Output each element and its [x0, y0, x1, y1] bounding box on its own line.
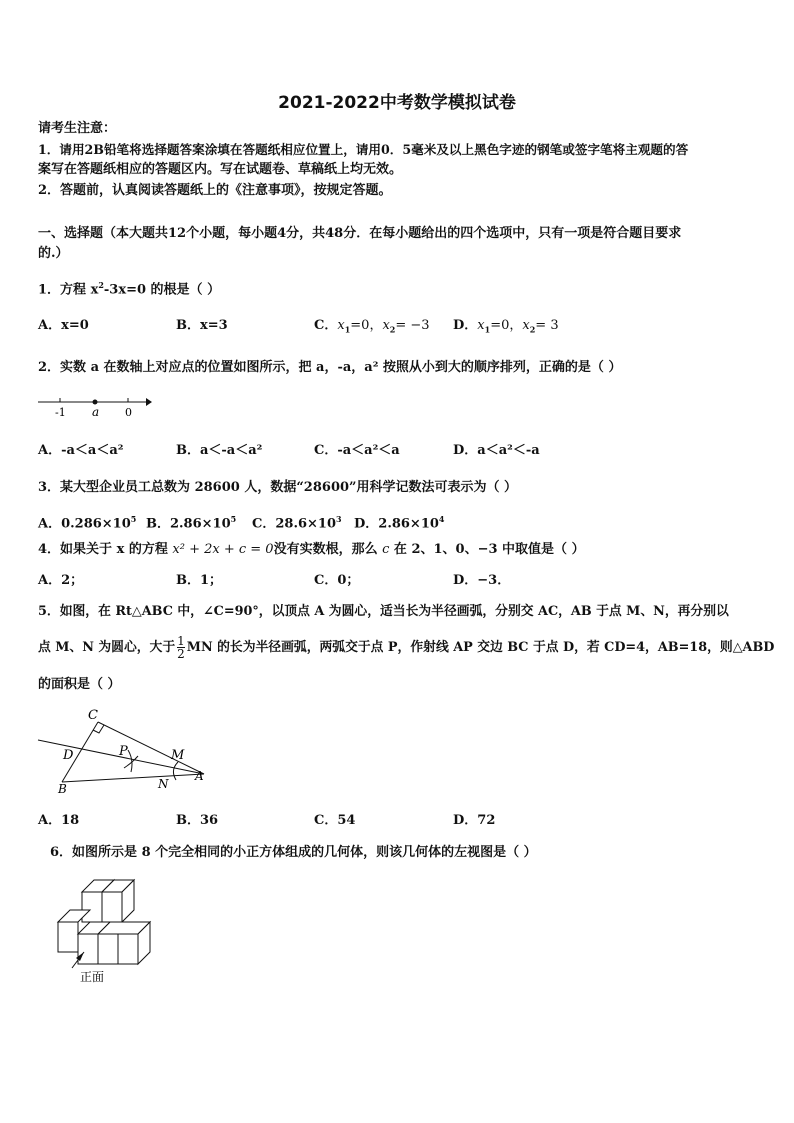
section-heading-line-1: 一、选择题（本大题共12个小题，每小题4分，共48分．在每小题给出的四个选项中，只有一项是符合题目要求 [38, 226, 682, 241]
top-cube2-front [102, 892, 122, 922]
q4-option-c: C．0； [314, 573, 360, 588]
q3-option-c: C．$28.6\times 10^3$ [252, 514, 342, 532]
notice-heading: 请考生注意： [38, 121, 117, 136]
q3-option-d: D．$2.86\times 10^4$ [354, 514, 445, 532]
q5-option-d: D．72 [453, 813, 496, 828]
notice-line-1b: 案写在答题纸相应的答题区内。写在试题卷、草稿纸上均无效。 [38, 162, 403, 177]
notice-line-1a: 1．请用2B铅笔将选择题答案涂填在答题纸相应位置上，请用0．5毫米及以上黑色字迹的钢笔或签字笔将主观题的答 [38, 142, 689, 157]
tick-label-minus-one: -1 [55, 406, 66, 419]
point-a-dot [93, 400, 98, 405]
label-p: P [119, 744, 128, 759]
number-line-figure [38, 392, 154, 420]
front-label: 正面 [80, 970, 105, 984]
q2-option-a: A．-a＜a＜a² [38, 443, 124, 458]
q4-option-a: A．2； [38, 573, 84, 588]
front-cube-3 [118, 934, 138, 964]
q2-option-c: C．-a＜a²＜a [314, 443, 400, 458]
right-angle-mark [93, 725, 104, 733]
q3-option-a: A．$0.286\times 10^5$ [38, 514, 137, 532]
q1-option-d: D．$x_1=0$，$x_2= 3$ [453, 318, 559, 335]
fraction-one-half: $\frac{1}{2}$ [177, 634, 185, 661]
tick-label-zero: 0 [125, 406, 132, 419]
question-6-stem: 6．如图所示是 8 个完全相同的小正方体组成的几何体，则该几何体的左视图是（ ） [50, 845, 537, 860]
front-cube-2 [98, 934, 118, 964]
question-3-stem: 3．某大型企业员工总数为 28600 人，数据“28600”用科学记数法可表示为（ ） [38, 480, 518, 495]
tick-label-a: a [92, 405, 100, 419]
question-1-stem: 1．方程 $x^2-3x=0$ 的根是（ ） [38, 280, 221, 298]
question-5-line-1: 5．如图，在 Rt△ABC 中，∠C=90°，以顶点 A 为圆心，适当长为半径画弧，分别交 AC，AB 于点 M、N，再分别以 [38, 604, 729, 619]
question-4-stem: 4．如果关于 x 的方程 x² + 2x + c = 0没有实数根，那么 c 在 2、1、0、−3 中取值是（ ） [38, 542, 585, 557]
q5-option-a: A．18 [38, 813, 80, 828]
q2-option-b: B．a＜-a＜a² [176, 443, 263, 458]
q1-option-b: B．x=3 [176, 318, 228, 333]
notice-line-2: 2．答题前，认真阅读答题纸上的《注意事项》，按规定答题。 [38, 183, 392, 198]
q3-option-b: B．$2.86\times 10^5$ [146, 514, 237, 532]
label-a: A [195, 769, 204, 783]
question-2-stem: 2．实数 a 在数轴上对应点的位置如图所示，把 a，-a，a² 按照从小到大的顺序排列，正确的是（ ） [38, 360, 622, 375]
left-cube-front [58, 922, 78, 952]
page-title: 2021-2022中考数学模拟试卷 [278, 93, 516, 113]
q1-option-c: C．$x_1=0$，$x_2= -3$ [314, 318, 430, 335]
label-n: N [158, 777, 169, 791]
label-d: D [63, 748, 74, 763]
segment-ba [62, 774, 204, 782]
label-b: B [58, 782, 67, 796]
q2-option-d: D．a＜a²＜-a [453, 443, 540, 458]
q5-option-c: C．54 [314, 813, 356, 828]
number-line-arrow [146, 398, 152, 406]
label-c: C [88, 708, 98, 723]
arc-from-m [128, 750, 132, 772]
top-cube-front [82, 892, 102, 922]
q4-option-b: B．1； [176, 573, 223, 588]
q1-option-a: A．x=0 [38, 318, 89, 333]
arc-mn [173, 762, 178, 780]
q4-option-d: D．−3． [453, 573, 511, 588]
label-m: M [171, 748, 185, 763]
q4-equation: x² + 2x + c = 0 [172, 542, 274, 557]
segment-ca [98, 722, 204, 774]
cube-solid-figure [54, 870, 156, 986]
front-cube-1 [78, 934, 98, 964]
triangle-figure [38, 706, 208, 796]
q5-option-b: B．36 [176, 813, 219, 828]
question-5-line-2: 点 M、N 为圆心，大于 $\frac{1}{2}$ MN 的长为半径画弧，两弧交于点 P，作射线 AP 交边 BC 于点 D，若 CD=4，AB=18，则△ABD [38, 634, 775, 661]
section-heading-line-2: 的.） [38, 246, 69, 261]
question-5-line-3: 的面积是（ ） [38, 677, 121, 692]
